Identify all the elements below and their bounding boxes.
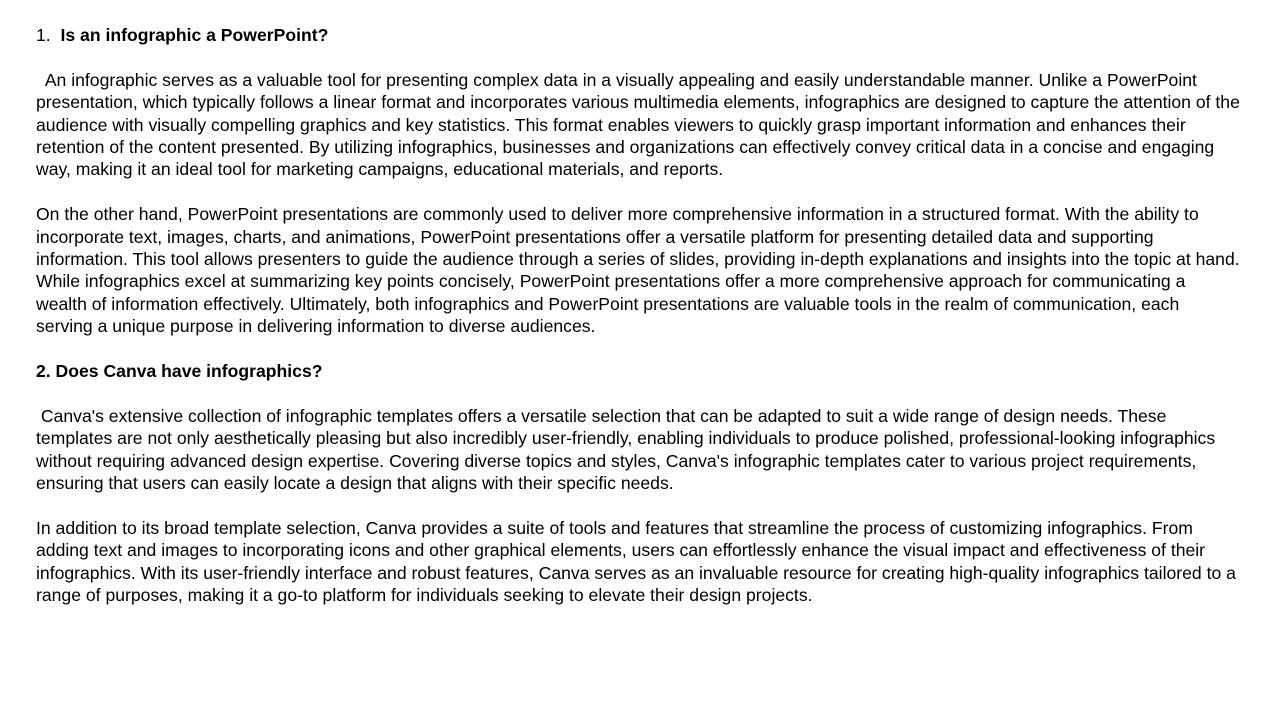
section-1-paragraph-1-text: An infographic serves as a valuable tool for presenting complex data in a visually appealing and easily understandable manner. Unlike a PowerPoint presentation, which typically follows a linear format and incorporates various multimedia elements, infographics are designed to capture the attention of the audience with visually compelling graphics and key statistics. This format enables viewers to quickly grasp important information and enhances their retention of the content presented. By utilizing infographics, businesses and organizations can effectively convey critical data in a concise and engaging way, making it an ideal tool for marketing campaigns, educational materials, and reports. <box>36 69 1240 180</box>
section-1-heading <box>36 24 1240 46</box>
section-1-title: Is an infographic a PowerPoint? <box>60 25 329 45</box>
section-2-paragraph-2: In addition to its broad template selection, Canva provides a suite of tools and features that streamline the process of customizing infographics. From adding text and images to incorporating icons and other graphical elements, users can effortlessly enhance the visual impact and effectiveness of their infographics. With its user-friendly interface and robust features, Canva serves as an invaluable resource for creating high-quality infographics tailored to a range of purposes, making it a go-to platform for individuals seeking to elevate their design projects. <box>36 517 1236 606</box>
section-2-paragraph-1 <box>36 405 1240 495</box>
document-body <box>36 24 1240 606</box>
section-1-paragraph-1 <box>36 69 1240 181</box>
section-2-heading: 2. Does Canva have infographics? <box>36 361 323 382</box>
section-2-paragraph-1-text: Canva's extensive collection of infographic templates offers a versatile selection that can be adapted to suit a wide range of design needs. These templates are not only aesthetically pleasing but also incredibly user-friendly, enabling individuals to produce polished, professional-looking infographics without requiring advanced design expertise. Covering diverse topics and styles, Canva's infographic templates cater to various project requirements, ensuring that users can easily locate a design that aligns with their specific needs. <box>36 405 1216 494</box>
section-1-paragraph-2: On the other hand, PowerPoint presentations are commonly used to deliver more comprehensive information in a structured format. With the ability to incorporate text, images, charts, and animations, PowerPoint presentations offer a versatile platform for presenting detailed data and supporting information. This tool allows presenters to guide the audience through a series of slides, providing in-depth explanations and insights into the topic at hand. While infographics excel at summarizing key points concisely, PowerPoint presentations offer a more comprehensive approach for communicating a wealth of information effectively. Ultimately, both infographics and PowerPoint presentations are valuable tools in the realm of communication, each serving a unique purpose in delivering information to diverse audiences. <box>36 204 1240 337</box>
section-1-number: 1. <box>36 25 51 45</box>
